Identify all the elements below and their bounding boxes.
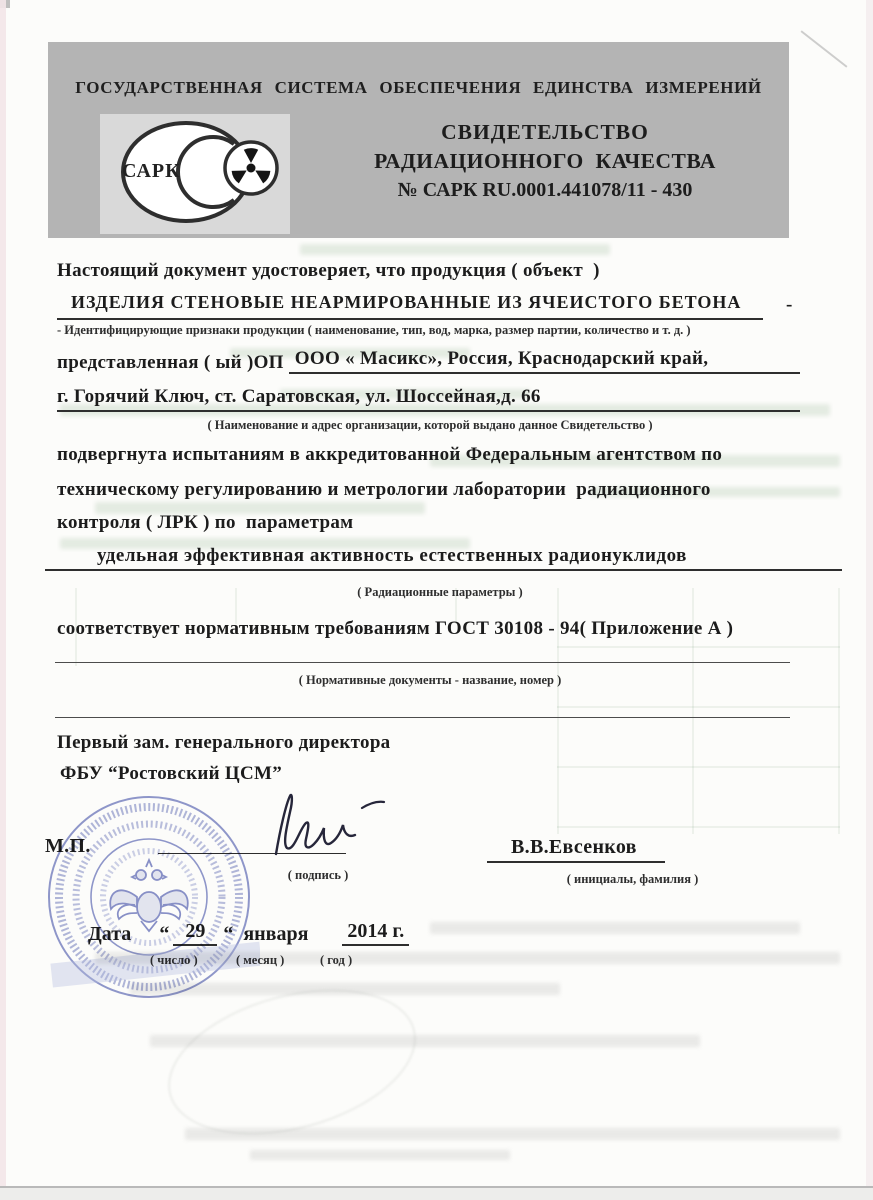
tested-line-1: подвергнута испытаниям в аккредитованной Федеральным агентством по xyxy=(57,444,723,465)
date-quote-close: “ xyxy=(223,923,234,945)
bleedthrough-artifact xyxy=(250,1150,510,1160)
round-stamp xyxy=(38,786,260,1008)
normative-divider-line-bottom xyxy=(55,717,790,718)
sark-logo-panel xyxy=(100,114,290,234)
stamp-seal-abbr: М.П. xyxy=(45,835,91,857)
presented-address-line: г. Горячий Ключ, ст. Саратовская, ул. Шоссейная,д. 66 xyxy=(57,386,800,412)
eagle-icon xyxy=(110,860,188,931)
gsi-system-title: ГОСУДАРСТВЕННАЯ СИСТЕМА ОБЕСПЕЧЕНИЯ ЕДИНСТВА ИЗМЕРЕНИЙ xyxy=(75,78,762,97)
initials-caption: ( инициалы, фамилия ) xyxy=(566,872,699,886)
tested-line-2: техническому регулированию и метрологии лаборатории радиационного xyxy=(57,479,711,500)
presented-org-value: ООО « Масикс», Россия, Краснодарский край, xyxy=(289,348,800,374)
name-underline-pre xyxy=(487,839,511,863)
bleedthrough-table-line xyxy=(557,826,840,828)
logo-sark-label: САРК xyxy=(122,160,181,182)
bleedthrough-table-line xyxy=(557,706,840,708)
scan-edge-tint-left xyxy=(0,0,6,1200)
signature-stroke xyxy=(262,792,394,858)
date-label: Дата xyxy=(88,923,132,945)
tested-line-3: контроля ( ЛРК ) по параметрам xyxy=(57,512,354,533)
scan-crease-artifact xyxy=(801,30,848,67)
day-caption: ( число ) xyxy=(150,953,198,967)
signature-caption: ( подпись ) xyxy=(287,868,349,882)
radiation-parameters-caption: ( Радиационные параметры ) xyxy=(357,585,523,599)
conformity-line: соответствует нормативным требованиям ГОСТ 30108 - 94( Приложение А ) xyxy=(57,618,734,639)
year-caption: ( год ) xyxy=(320,953,353,967)
bleedthrough-artifact xyxy=(430,922,800,934)
presented-label: представленная ( ый )ОП xyxy=(57,352,289,373)
signatory-name-line xyxy=(487,836,665,863)
radiation-trefoil-icon xyxy=(225,142,277,194)
parameter-line: удельная эффективная активность естественных радионуклидов xyxy=(45,545,842,571)
date-day: 29 xyxy=(173,920,217,946)
scan-edge-tint-right xyxy=(866,0,873,1200)
product-trailing-dash: - xyxy=(786,294,793,315)
date-year: 2014 г. xyxy=(342,920,409,946)
certificate-number: № САРК RU.0001.441078/11 - 430 xyxy=(397,179,693,201)
date-quote-open: “ xyxy=(159,923,170,945)
product-name-line xyxy=(57,292,763,320)
signatory-position-line-2: ФБУ “Ростовский ЦСМ” xyxy=(60,763,283,784)
certificate-title-line1: СВИДЕТЕЛЬСТВО xyxy=(441,120,649,144)
normative-docs-caption: ( Нормативные документы - название, номер ) xyxy=(298,673,562,687)
month-caption: ( месяц ) xyxy=(236,953,285,967)
signatory-name: В.В.Евсенков xyxy=(511,836,637,863)
scanner-background-strip xyxy=(0,1188,873,1200)
product-name-value: ИЗДЕЛИЯ СТЕНОВЫЕ НЕАРМИРОВАННЫЕ ИЗ ЯЧЕИСТОГО БЕТОНА xyxy=(57,292,763,320)
certificate-title-block xyxy=(330,120,760,202)
org-name-caption: ( Наименование и адрес организации, которой выдано данное Свидетельство ) xyxy=(207,418,653,432)
signatory-position-line-1: Первый зам. генерального директора xyxy=(57,732,391,753)
bleedthrough-artifact xyxy=(300,244,610,255)
product-id-caption: - Идентифицирующие признаки продукции ( наименование, тип, вод, марка, размер партии, количество и т. д. ) xyxy=(57,323,691,337)
bleedthrough-table-line xyxy=(838,588,840,834)
bleedthrough-table-line xyxy=(557,646,840,648)
date-month: января xyxy=(243,923,309,945)
presented-line xyxy=(57,348,800,374)
intro-line: Настоящий документ удостоверяет, что продукция ( объект ) xyxy=(57,260,600,281)
name-underline-post xyxy=(637,839,665,863)
certificate-title-line2: РАДИАЦИОННОГО КАЧЕСТВА xyxy=(374,149,716,173)
normative-divider-line-top xyxy=(55,662,790,663)
